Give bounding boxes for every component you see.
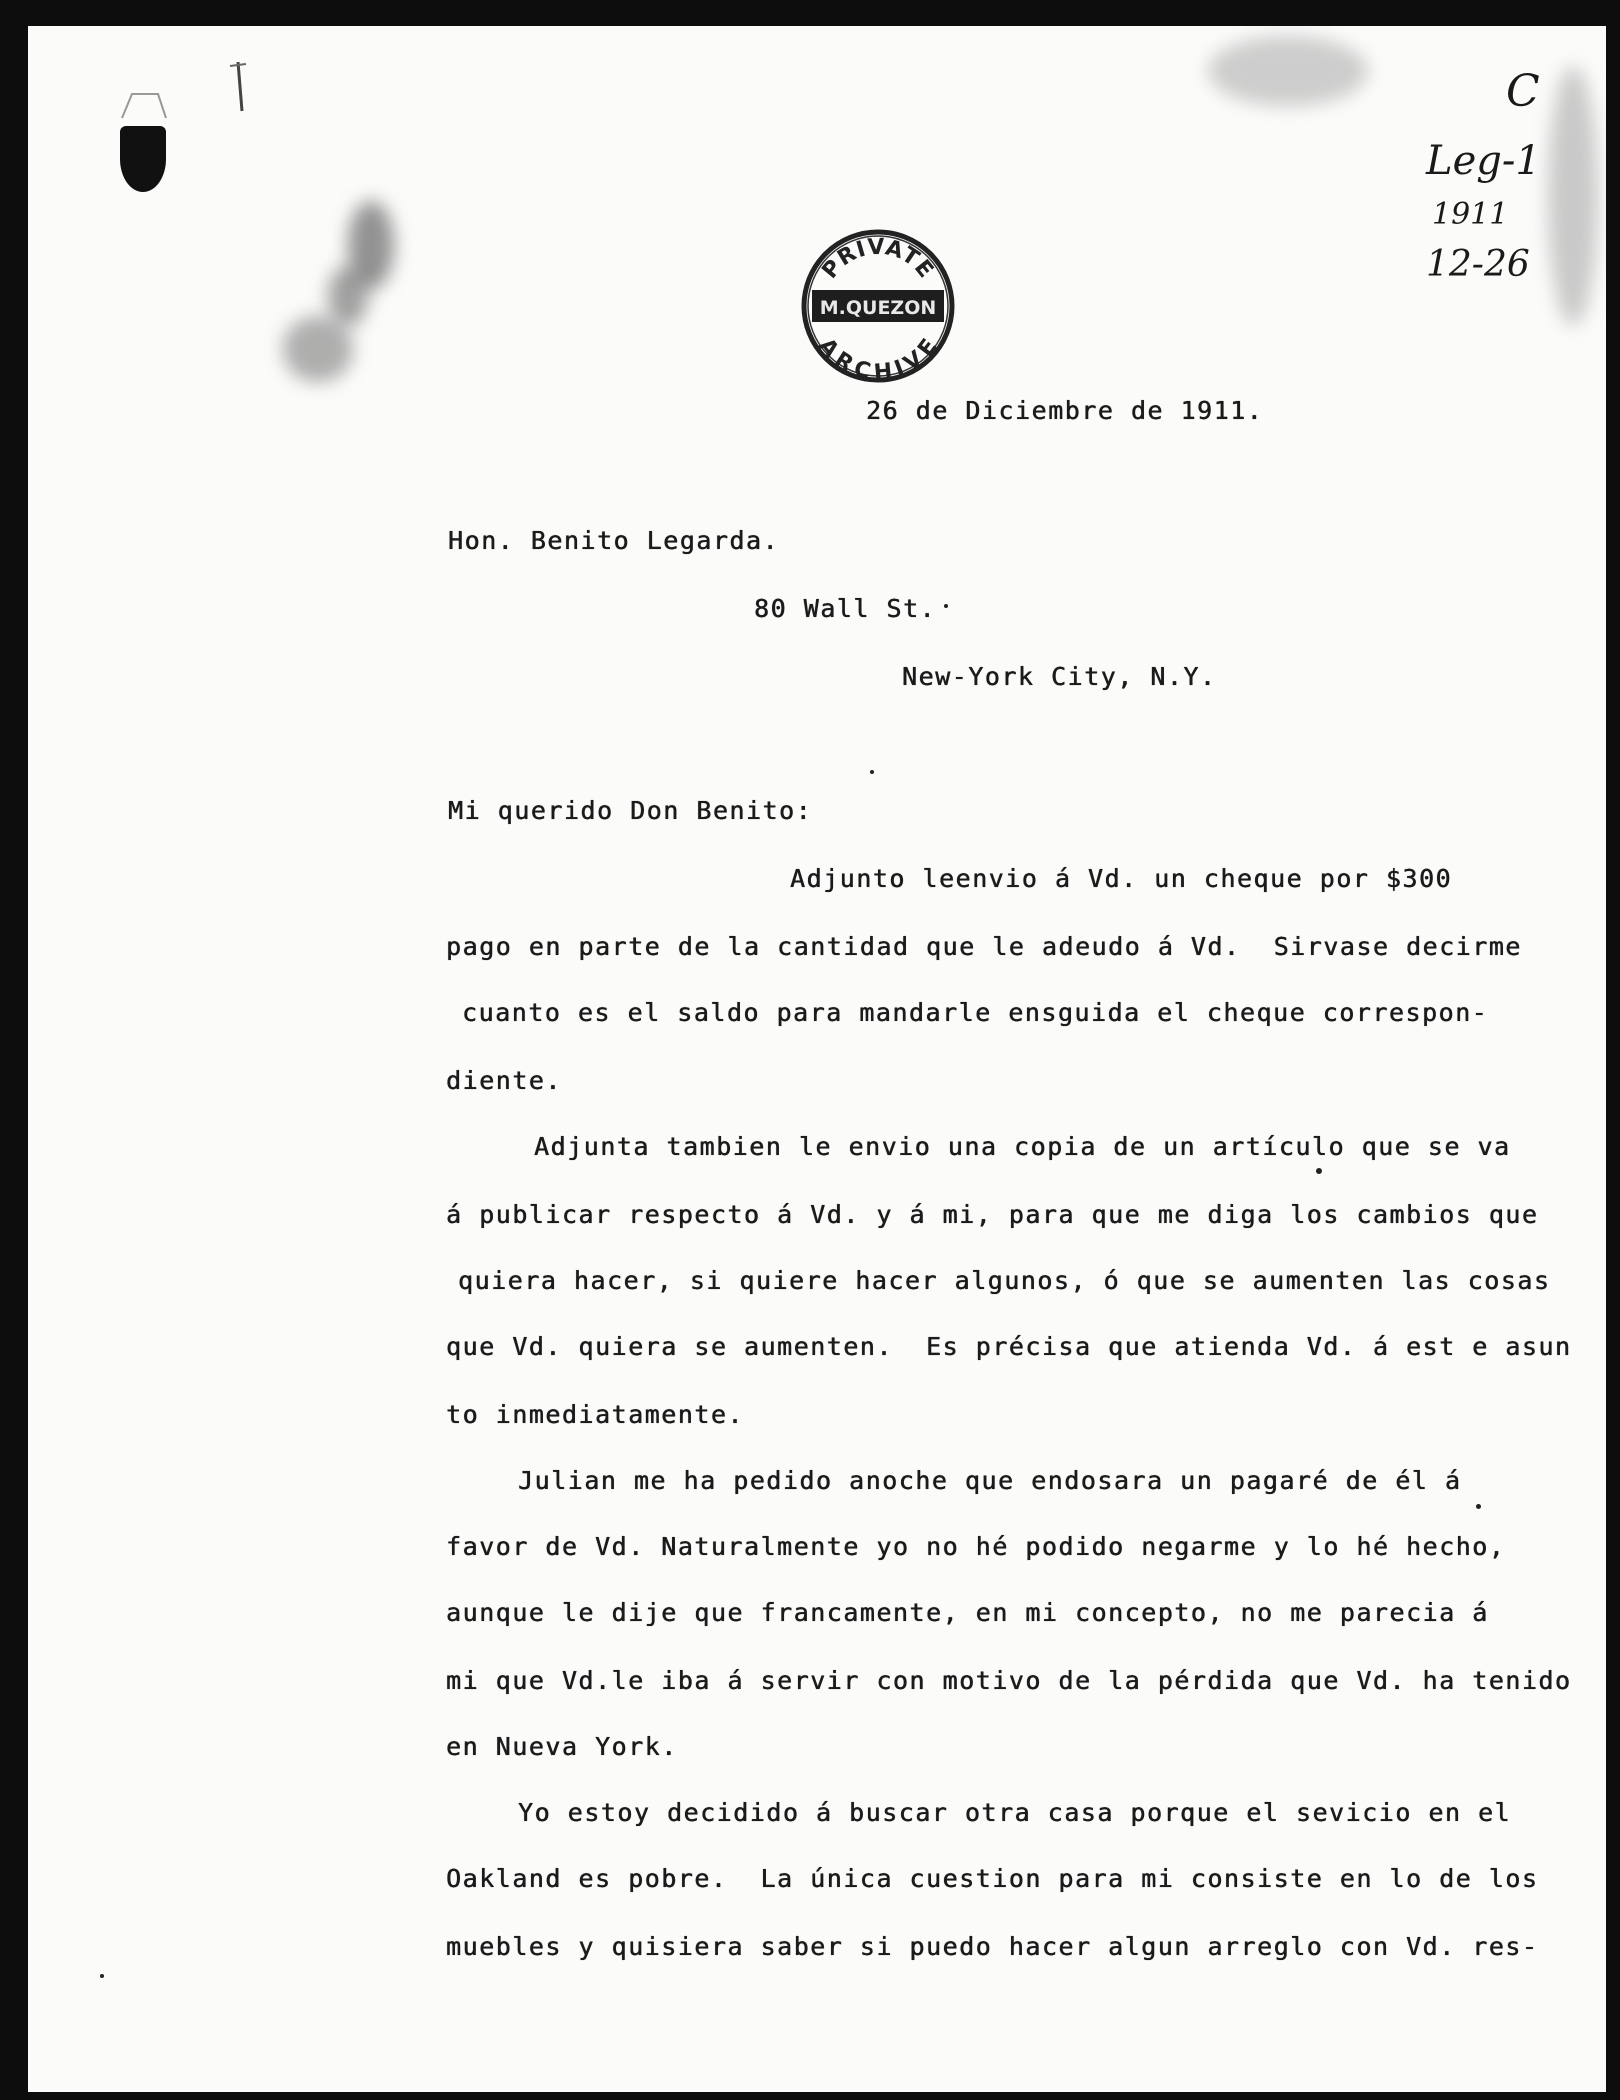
margin-note-date-code: 12-26: [1426, 244, 1530, 285]
body-line: en Nueva York.: [446, 1732, 678, 1761]
salutation: Mi querido Don Benito:: [448, 796, 813, 825]
stamp-top-text: PRIVATE: [817, 234, 939, 284]
body-line: diente.: [446, 1066, 562, 1095]
body-line: Oakland es pobre. La única cuestion para mi consiste en lo de los: [446, 1864, 1539, 1893]
typewritten-letter: [28, 26, 1606, 2092]
margin-note-corner: C: [1506, 66, 1540, 117]
body-line: muebles y quisiera saber si puedo hacer algun arreglo con Vd. res-: [446, 1932, 1539, 1961]
body-line: mi que Vd.le iba á servir con motivo de la pérdida que Vd. ha tenido: [446, 1666, 1572, 1695]
stamp-middle-text: M.QUEZON: [819, 297, 937, 319]
body-line: Adjunto leenvio á Vd. un cheque por $300: [790, 864, 1453, 893]
body-line: to inmediatamente.: [446, 1400, 744, 1429]
body-line: pago en parte de la cantidad que le adeudo á Vd. Sirvase decirme: [446, 932, 1522, 961]
margin-note-year: 1911: [1432, 197, 1509, 232]
recipient-name: Hon. Benito Legarda.: [448, 526, 780, 555]
body-line: Yo estoy decidido á buscar otra casa porque el sevicio en el: [518, 1798, 1512, 1827]
recipient-street: 80 Wall St.: [754, 594, 937, 623]
document-page: [28, 26, 1606, 2092]
body-line: quiera hacer, si quiere hacer algunos, ó que se aumenten las cosas: [458, 1266, 1551, 1295]
body-line: Adjunta tambien le envio una copia de un artículo que se va: [534, 1132, 1511, 1161]
body-line: que Vd. quiera se aumenten. Es précisa que atienda Vd. á est e asun: [446, 1332, 1572, 1361]
letter-date: 26 de Diciembre de 1911.: [866, 396, 1264, 425]
body-line: favor de Vd. Naturalmente yo no hé podido negarme y lo hé hecho,: [446, 1532, 1506, 1561]
body-line: á publicar respecto á Vd. y á mi, para que me diga los cambios que: [446, 1200, 1539, 1229]
stamp-bottom-text: ARCHIVE: [813, 333, 943, 386]
body-line: aunque le dije que francamente, en mi concepto, no me parecia á: [446, 1598, 1489, 1627]
margin-note-reference: Leg-1: [1426, 138, 1541, 184]
recipient-city: New-York City, N.Y.: [902, 662, 1217, 691]
body-line: cuanto es el saldo para mandarle ensguida el cheque correspon-: [462, 998, 1489, 1027]
body-line: Julian me ha pedido anoche que endosara un pagaré de él á: [518, 1466, 1462, 1495]
